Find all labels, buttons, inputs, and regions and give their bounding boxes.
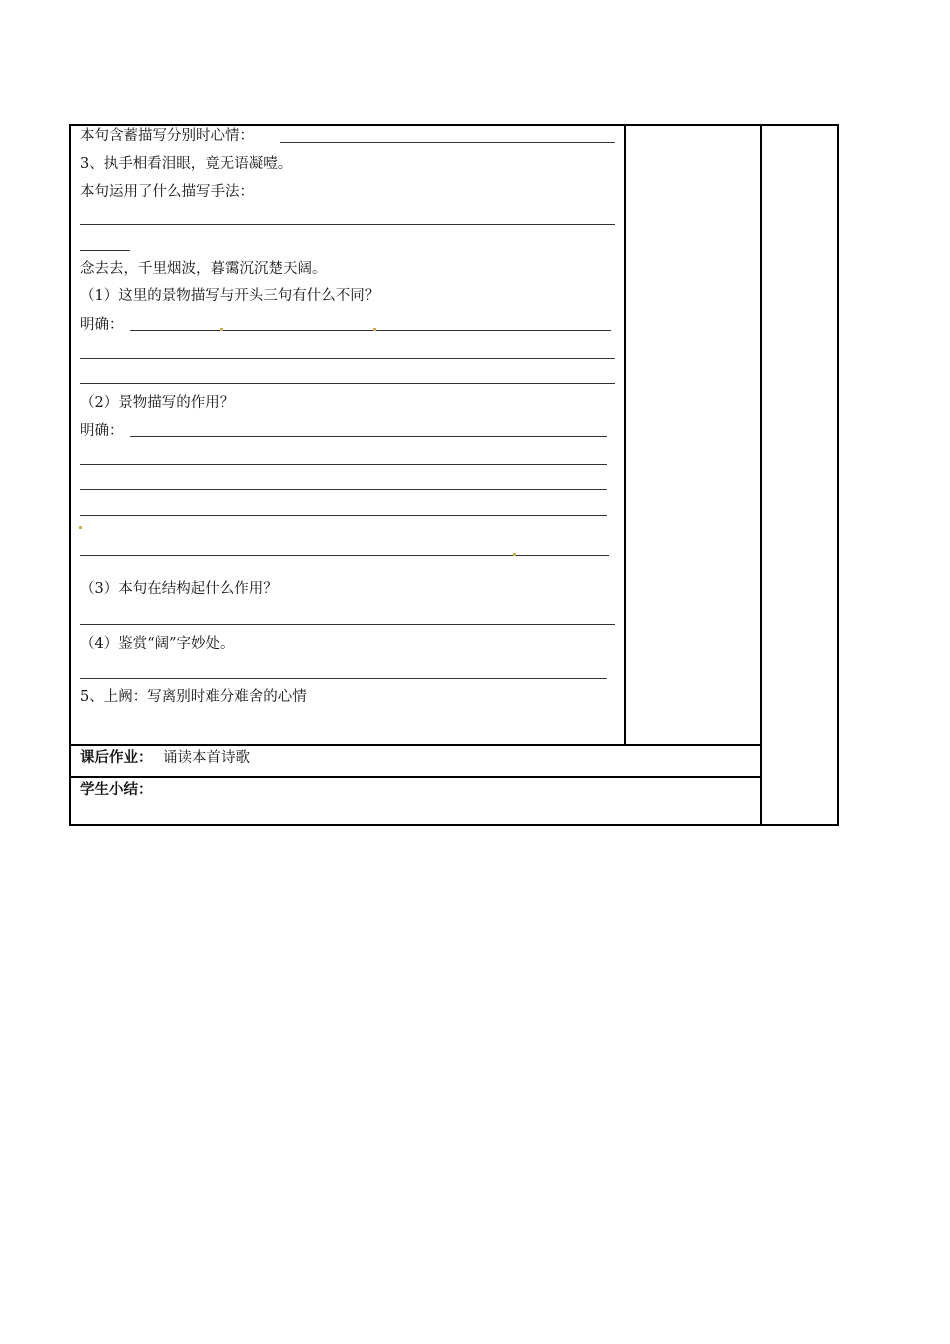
answer-blank[interactable] (80, 515, 607, 516)
homework-text: 诵读本首诗歌 (163, 750, 250, 766)
section-5: 5、上阙：写离别时难分难舍的心情 (80, 689, 307, 705)
question-2: （2）景物描写的作用？ (80, 395, 235, 411)
speck-mark (79, 526, 82, 529)
table-outer-border (69, 124, 839, 826)
summary-label: 学生小结： (80, 782, 153, 798)
question-3: 3、执手相看泪眼，竟无语凝噎。 (80, 156, 293, 172)
answer-blank[interactable] (80, 358, 615, 359)
question-1: （1）这里的景物描写与开头三句有什么不同？ (80, 288, 380, 304)
answer-blank[interactable] (80, 489, 607, 490)
speck-mark (513, 553, 516, 556)
speck-mark (373, 328, 376, 331)
row-divider-summary (69, 776, 762, 778)
answer-blank[interactable] (280, 142, 615, 143)
homework-label: 课后作业： (80, 750, 153, 766)
question-3-structure: （3）本句在结构起什么作用？ (80, 581, 278, 597)
row-divider-homework (69, 744, 762, 746)
answer-blank[interactable] (80, 224, 615, 225)
answer-blank[interactable] (80, 383, 615, 384)
question-4: （4）鉴赏“阔”字妙处。 (80, 636, 235, 652)
answer-blank[interactable] (80, 624, 615, 625)
column-divider-1 (624, 124, 626, 746)
answer-blank[interactable] (80, 555, 609, 556)
speck-mark (220, 328, 223, 331)
answer-label: 明确： (80, 317, 124, 333)
answer-blank[interactable] (80, 464, 607, 465)
verse-line: 念去去，千里烟波，暮霭沉沉楚天阔。 (80, 261, 327, 277)
prompt-emotion: 本句含蓄描写分别时心情： (80, 128, 254, 144)
answer-label: 明确： (80, 423, 124, 439)
column-divider-2 (760, 124, 762, 824)
answer-blank[interactable] (130, 436, 607, 437)
answer-blank[interactable] (130, 330, 611, 331)
answer-blank[interactable] (80, 678, 607, 679)
prompt-technique: 本句运用了什么描写手法： (80, 184, 254, 200)
answer-blank-short[interactable] (80, 250, 130, 251)
